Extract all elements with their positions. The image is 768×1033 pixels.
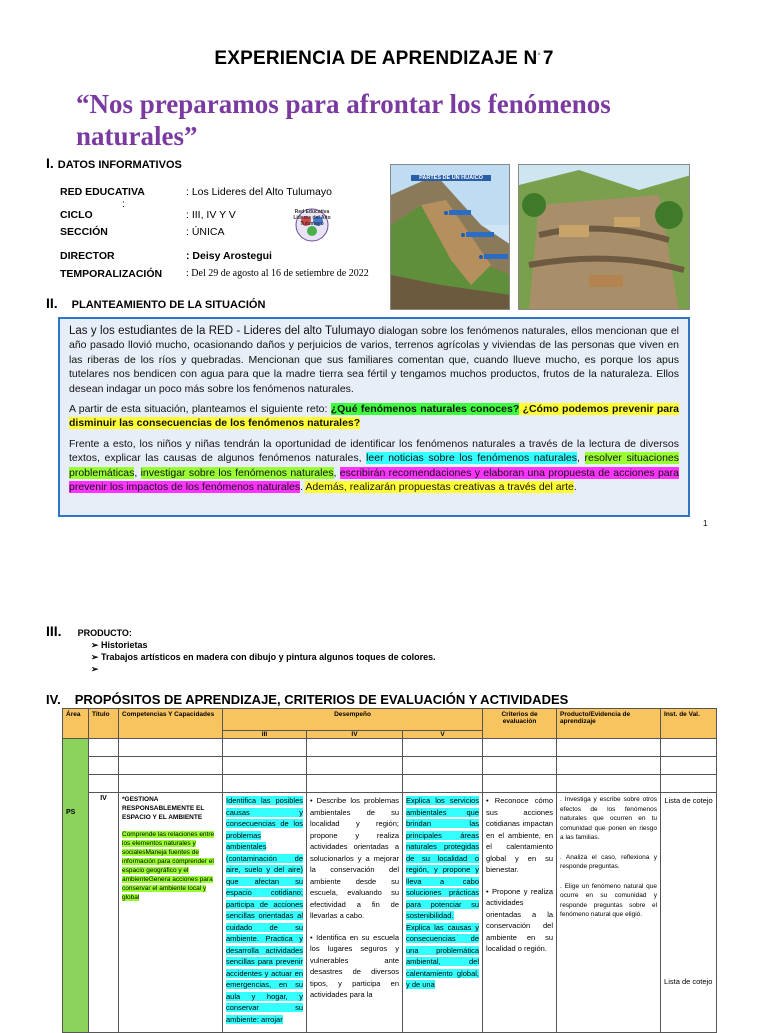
product-item: ➢ Trabajos artísticos en madera con dibujo y pintura algunos toques de colores. xyxy=(91,652,436,662)
header-titulo: Titulo xyxy=(89,709,119,739)
section-heading-producto: III. PRODUCTO: xyxy=(46,623,132,639)
header-competencias: Competencias Y Capacidades xyxy=(119,709,223,739)
red-educativa-logo: Red Educativa Lideres del Alto Tulumayo xyxy=(286,205,338,245)
situation-box xyxy=(58,317,690,517)
table-row xyxy=(63,739,717,757)
product-item: ➢ Historietas xyxy=(91,640,148,650)
desempeno-v-cell: Explica los servicios ambientales que brindan las principales áreas naturales protegidas de su localidad o región, y propone y lleva a cabo soluciones prácticas para potenciar su sostenibilidad. Explica las causas y consecuencias de una problemática ambiental, del calentamiento global, y de una xyxy=(403,793,483,1033)
table-row xyxy=(63,757,717,775)
header-ciclo-iv: IV xyxy=(307,731,403,739)
section-heading-propositos: IV. PROPÓSITOS DE APRENDIZAJE, CRITERIOS DE EVALUACIÓN Y ACTIVIDADES xyxy=(46,692,569,707)
instrumento-cell: Lista de cotejo Lista de cotejo xyxy=(661,793,717,1033)
table-header-row xyxy=(63,709,717,731)
area-cell: PS xyxy=(63,739,89,1033)
landslide-illustration-image xyxy=(518,164,690,310)
desempeno-iv-cell: • Describe los problemas ambientales de su localidad y región; propone y realiza actividades orientadas a solucionarlos y a mejorar la conservación del ambiente desde su escuela, evaluando su efectividad a fin de llevarlas a cabo. • Identifica en su escuela los lugares seguros y vulnerables ante desastres de diversos tipos, y participa en actividades para la xyxy=(307,793,403,1033)
table-row xyxy=(63,793,717,1033)
section-producto xyxy=(46,623,436,675)
desempeno-iii-cell: Identifica las posibles causas y consecuencias de los problemas ambientales (contaminación de aire, suelo y del aire) que afectan su espacio cotidiano; participa de acciones sencillas orientadas al cuidado de su ambiente. Practica y desarrolla actividades sencillas para prevenir accidentes y actuar en emergencias, en su aula y hogar, y conservar su ambiente: arrojar xyxy=(223,793,307,1033)
page-number: 1 xyxy=(703,519,708,528)
table-row xyxy=(63,775,717,793)
datos-informativos: RED EDUCATIVA : Los Lideres del Alto Tulumayo : CICLO : III, IV Y V SECCIÓN : ÚNICA DIRECTOR : Deisy Arostegui TEMPORALIZACIÓN : Del 29 de agosto al 16 de setiembre de 2022 xyxy=(60,186,369,280)
producto-cell: . Investiga y escribe sobre otros efectos de los fenómenos naturales que ocurren en tu comunidad que ponen en riesgo a las familias. . Analiza el caso, reflexiona y responde preguntas. . Elige un fenómeno natural que ocurre en su comunidad y responde preguntas sobre el fenómeno natural que eligió. xyxy=(557,793,661,1033)
header-area: Área xyxy=(63,709,89,739)
experience-subtitle: “Nos preparamos para afrontar los fenómenos naturales” xyxy=(76,89,611,151)
header-criterios: Criterios de evaluación xyxy=(483,709,557,739)
header-ciclo-v: V xyxy=(403,731,483,739)
titulo-cell: IV xyxy=(89,793,119,1033)
header-producto: Producto/Evidencia de aprendizaje xyxy=(557,709,661,739)
header-ciclo-iii: III xyxy=(223,731,307,739)
info-colon: : xyxy=(122,198,125,210)
product-item: ➢ xyxy=(91,664,99,674)
document-title: EXPERIENCIA DE APRENDIZAJE N◦ 7 xyxy=(214,48,554,69)
situation-paragraph-3: Frente a esto, los niños y niñas tendrán la oportunidad de identificar los fenómenos naturales a través de la lectura de diversos textos, explicar las causas de algunos fenómenos naturales, leer noticias sobre los fenómenos naturales, resolver situaciones problemáticas, investigar sobre los fenómenos naturales, escribirán recomendaciones y elaboran una propuesta de acciones para prevenir los impactos de los fenómenos naturales. Además, realizarán propuestas creativas a través del arte. xyxy=(69,437,680,494)
situation-paragraph-2: A partir de esta situación, planteamos el siguiente reto: ¿Qué fenómenos naturales conoces? ¿Cómo podemos prevenir para disminuir las consecuencias de los fenómenos naturales? xyxy=(69,403,679,430)
huaico-diagram-image: PARTES DE UN HUAICO xyxy=(390,164,510,310)
propositos-table xyxy=(62,708,717,1033)
section-heading-datos: I. DATOS INFORMATIVOS xyxy=(46,155,182,171)
header-desempeno: Desempeño xyxy=(223,709,483,731)
competencia-cell: *GESTIONA RESPONSABLEMENTE EL ESPACIO Y EL AMBIENTE Comprende las relaciones entre los elementos naturales y socialesManeja fuentes de información para comprender el espacio geográfico y el ambienteGenera acciones para conservar el ambiente local y global xyxy=(119,793,223,1033)
criterios-cell: • Reconoce cómo sus acciones cotidianas impactan en el ambiente, en el calentamiento global y en su bienestar. • Propone y realiza actividades orientadas a la conservación del ambiente en su localidad o región. xyxy=(483,793,557,1033)
situation-paragraph-1: Las y los estudiantes de la RED - Lideres del alto Tulumayo dialogan sobre los fenómenos naturales, ellos mencionan que el año pasado llovió mucho, ocasionando daños y perjuicios de varios, terrenos agrícolas y viviendas de las personas que viven en las riberas de los ríos y quebradas. Mencionan que sus familiares comentan que, cuando llueve mucho, es porque los apus tutelares nos bendicen con agua para que la madre tierra sea fértil y tengamos muchos productos, frutos de la naturaleza. Ellos desean indagar un poco más sobre los fenómenos naturales. xyxy=(69,325,679,395)
section-heading-situacion: II. PLANTEAMIENTO DE LA SITUACIÓN xyxy=(46,295,266,311)
header-instrumento: Inst. de Val. xyxy=(661,709,717,739)
